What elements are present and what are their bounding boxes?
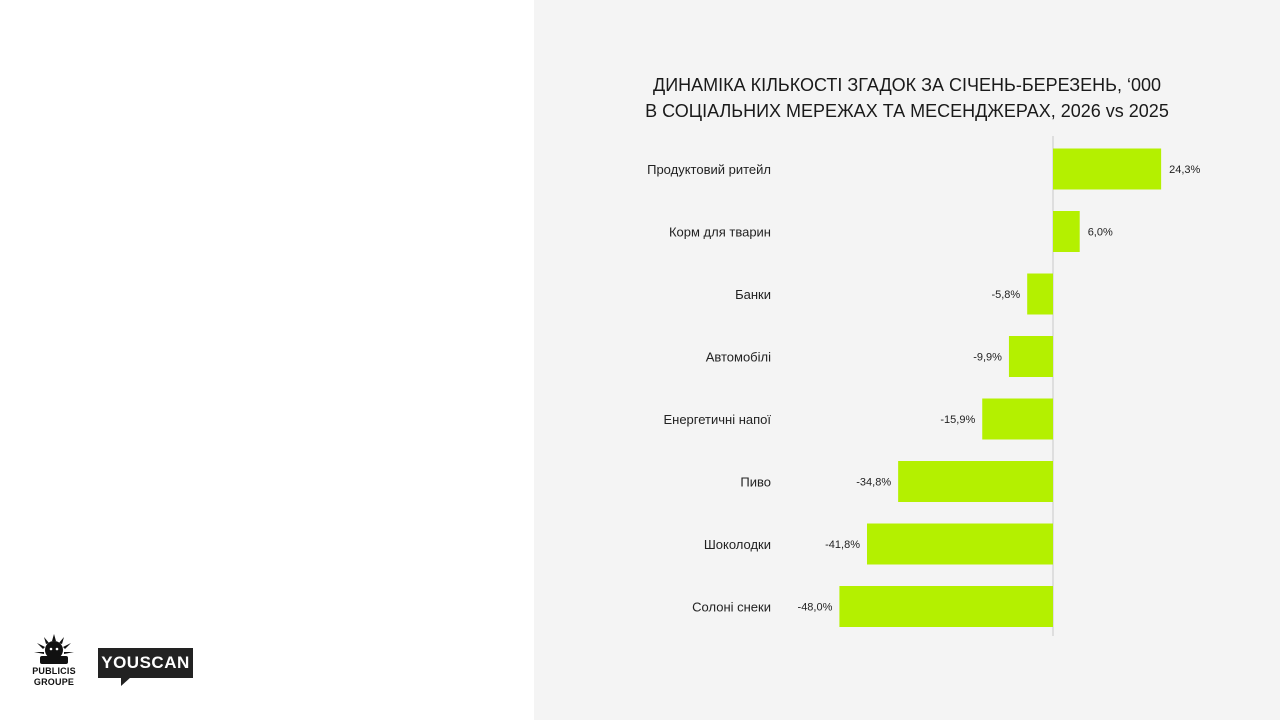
category-label: Шоколодки [703, 537, 771, 552]
bar [982, 399, 1053, 440]
bar [867, 524, 1053, 565]
category-label: Автомобілі [705, 349, 771, 365]
left-panel [0, 0, 534, 720]
bar [1009, 336, 1053, 377]
bar [1027, 274, 1053, 315]
category-label: Банки [735, 287, 771, 302]
category-label: Солоні снеки [692, 599, 771, 615]
bar [839, 586, 1053, 627]
chart-title-line-2: В СОЦІАЛЬНИХ МЕРЕЖАХ ТА МЕСЕНДЖЕРАХ, 2026 vs 2025 [645, 101, 1169, 121]
data-label: -5,8% [991, 289, 1021, 301]
youscan-logo: YOUSCAN [98, 648, 193, 678]
data-label: -15,9% [940, 414, 976, 426]
category-label: Продуктовий ритейл [647, 162, 771, 177]
chart-title-line-1: ДИНАМІКА КІЛЬКОСТІ ЗГАДОК ЗА СІЧЕНЬ-БЕРЕЗЕНЬ, ‘000 [653, 75, 1161, 95]
data-label: -34,8% [856, 476, 892, 489]
publicis-groupe-logo [24, 632, 84, 688]
data-label: 6,0% [1087, 226, 1113, 239]
publicis-lion-icon [24, 632, 84, 666]
data-label: -48,0% [797, 601, 833, 614]
data-label: 24,3% [1169, 164, 1201, 176]
category-label: Корм для тварин [668, 224, 771, 240]
bar [1053, 211, 1080, 252]
bar [898, 461, 1053, 502]
youscan-logo-tail [121, 677, 131, 686]
bar [1053, 149, 1161, 190]
publicis-wordmark: PUBLICIS [32, 666, 76, 676]
data-label: -9,9% [973, 351, 1002, 364]
category-label: Пиво [740, 474, 771, 490]
bar-chart [534, 0, 1280, 720]
groupe-wordmark: GROUPE [33, 677, 75, 687]
category-label: Енергетичні напої [663, 412, 771, 427]
data-label: -41,8% [825, 539, 860, 551]
